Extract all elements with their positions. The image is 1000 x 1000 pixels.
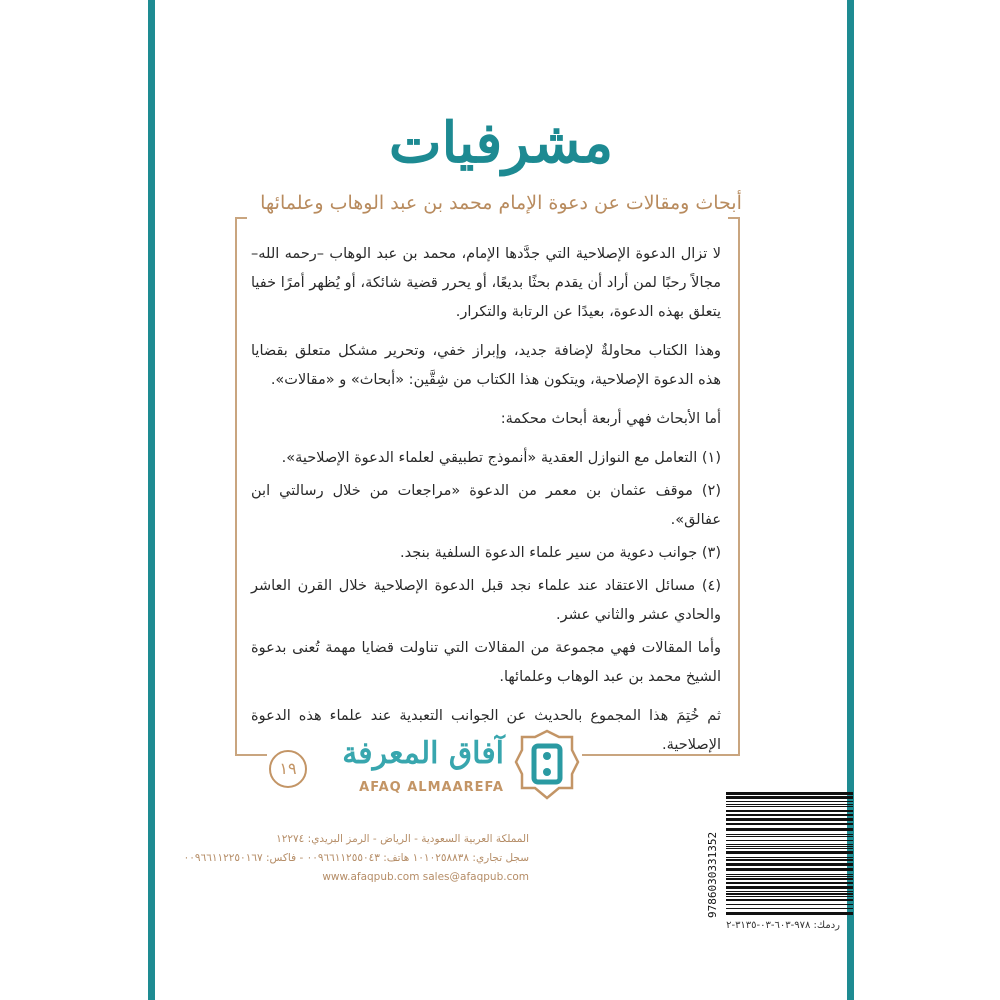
synopsis-paragraph: لا تزال الدعوة الإصلاحية التي جدَّدها الإمام، محمد بن عبد الوهاب –رحمه الله– مجالاً رحبًا لمن أراد أن يقدم بحثًا بديعًا، أو يحرر قضية شائكة، أو يُظهر أمرًا خفيا يتعلق بهذه الدعوة، بعيدًا عن الرتابة والتكرار. bbox=[251, 246, 721, 320]
barcode-bar bbox=[726, 882, 853, 884]
box-top-right-edge bbox=[728, 217, 740, 219]
barcode-bar bbox=[726, 823, 853, 825]
synopsis-paragraph: وهذا الكتاب محاولةٌ لإضافة جديد، وإبراز خفي، وتحرير مشكل متعلق بقضايا هذه الدعوة الإصلاحية، ويتكون هذا الكتاب من شِقَّين: «أبحاث» و «مقالات». bbox=[251, 343, 721, 388]
barcode-bar bbox=[726, 828, 853, 831]
barcode-bar bbox=[726, 857, 853, 858]
barcode-bar bbox=[726, 836, 853, 837]
box-top-left-edge bbox=[235, 217, 247, 219]
barcode-bar bbox=[726, 896, 853, 897]
barcode-bar bbox=[726, 904, 853, 905]
book-subtitle: أبحاث ومقالات عن دعوة الإمام محمد بن عبد الوهاب وعلمائها bbox=[260, 192, 742, 214]
synopsis-paragraph: أما الأبحاث فهي أربعة أبحاث محكمة: bbox=[500, 411, 721, 427]
publisher-logo bbox=[267, 728, 582, 808]
barcode-bar bbox=[726, 814, 853, 816]
isbn-barcode bbox=[700, 790, 855, 930]
barcode-bar bbox=[726, 886, 853, 889]
publisher-name-en: AFAQ ALMAAREFA bbox=[359, 780, 504, 795]
barcode-bar bbox=[726, 846, 853, 847]
research-item: (٣) جوانب دعوية من سير علماء الدعوة السلفية بنجد. bbox=[399, 545, 721, 561]
barcode-number: 9786030331352 bbox=[706, 831, 719, 918]
barcode-bar bbox=[726, 908, 853, 909]
barcode-bar bbox=[726, 792, 853, 795]
barcode-bar bbox=[726, 834, 853, 835]
barcode-bar bbox=[726, 796, 853, 799]
barcode-bar bbox=[726, 899, 853, 901]
barcode-bar bbox=[726, 876, 853, 877]
synopsis-text bbox=[251, 240, 721, 770]
barcode-bar bbox=[726, 844, 853, 845]
series-number: ١٩ bbox=[269, 750, 307, 788]
publisher-phones: سجل تجاري: ١٠١٠٢٥٨٨٣٨ هاتف: ٠٠٩٦٦١١٢٥٥٠٤٣ - فاكس: ٠٠٩٦٦١١٢٢٥٠١٦٧ bbox=[183, 852, 529, 864]
barcode-bar bbox=[726, 818, 853, 821]
barcode-bar bbox=[726, 859, 853, 861]
isbn-label: ردمك: ٩٧٨-٦٠٣-٠٣-٣١٣٥-٢ bbox=[726, 920, 840, 931]
barcode-bar bbox=[726, 893, 853, 895]
synopsis-paragraph: وأما المقالات فهي مجموعة من المقالات التي تناولت قضايا مهمة تُعنى بدعوة الشيخ محمد بن عبد الوهاب وعلمائها. bbox=[251, 640, 721, 685]
publisher-web: www.afaqpub.com sales@afaqpub.com bbox=[322, 871, 529, 883]
barcode-bar bbox=[726, 874, 853, 875]
barcode-bar bbox=[726, 851, 853, 854]
barcode-bar bbox=[726, 878, 853, 880]
research-item: (٤) مسائل الاعتقاد عند علماء نجد قبل الدعوة الإصلاحية خلال القرن العاشر والحادي عشر والثاني عشر. bbox=[251, 578, 721, 623]
synopsis-paragraph: ثم خُتِمَ هذا المجموع بالحديث عن الجوانب التعبدية عند علماء هذه الدعوة الإصلاحية. bbox=[251, 708, 721, 753]
publisher-emblem-icon bbox=[512, 728, 582, 802]
barcode-bar bbox=[726, 891, 853, 892]
barcode-bar bbox=[726, 801, 853, 802]
barcode-bar bbox=[726, 868, 853, 871]
publisher-name-ar: آفاق المعرفة bbox=[342, 736, 504, 771]
barcode-bar bbox=[726, 804, 853, 805]
barcode-bar bbox=[726, 806, 853, 807]
research-item: (٢) موقف عثمان بن معمر من الدعوة «مراجعات من خلال رسالتي ابن عفالق». bbox=[251, 483, 721, 528]
publisher-address: المملكة العربية السعودية - الرياض - الرمز البريدي: ١٢٢٧٤ bbox=[276, 833, 529, 845]
barcode-bar bbox=[726, 810, 853, 812]
research-item: (١) التعامل مع النوازل العقدية «أنموذج تطبيقي لعلماء الدعوة الإصلاحية». bbox=[281, 450, 721, 466]
book-title: مشرفيات bbox=[388, 110, 614, 176]
barcode-bar bbox=[726, 912, 853, 915]
publisher-contact bbox=[183, 830, 529, 887]
barcode-bar bbox=[726, 840, 853, 841]
barcode-bar bbox=[726, 863, 853, 866]
research-list bbox=[251, 444, 721, 630]
barcode-bar bbox=[726, 848, 853, 849]
